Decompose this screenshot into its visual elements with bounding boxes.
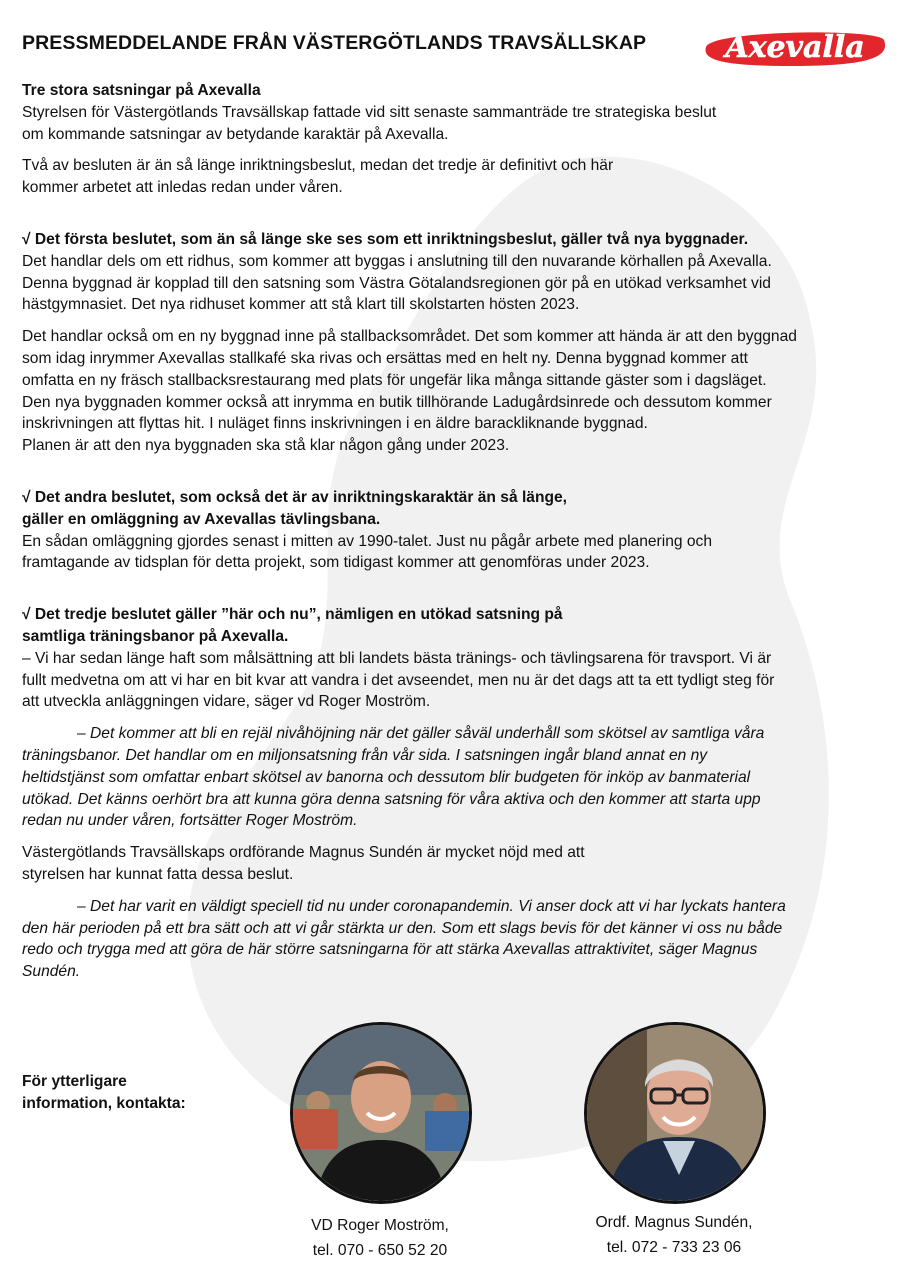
section1-paragraph-2: Det handlar också om en ny byggnad inne på stallbacksområdet. Det som kommer att hända är att den byggnad som idag inrymmer Axevallas stallkafé ska rivas och ersättas med en helt ny. Denna byggnad kommer att omfatta en ny fräsch stallbacksrestaurang med plats för ungefär lika många sittande gäster som i dagsläget. Den nya byggnaden kommer också att inrymma en butik tillhörande Ladugårdsinrede och dessutom kommer inskrivningen att flyttas hit. I nuläget finns inskrivningen i en äldre barackliknande byggnad. Planen är att den nya byggnaden ska stå klar någon gång under 2023.: [22, 328, 797, 455]
quote-roger: – Det kommer att bli en rejäl nivåhöjning när det gäller såväl underhåll som skötsel av samtliga våra träningsbanor. Det handlar om en miljonsatsning från vår sida. I satsningen ingår bland annat en ny heltidstjänst som omfattar enbart skötsel av banorna och dessutom blir budgeten för inköp av banmaterial utökad. Det känns oerhört bra att kunna göra denna satsning för våra aktiva och den kommer att starta upp redan nu under våren, fortsätter Roger Moström.: [22, 725, 765, 830]
logo-text: Axevalla: [725, 30, 865, 65]
contact-roger: VD Roger Moström, tel. 070 - 650 52 20: [311, 1217, 449, 1259]
page-title: PRESSMEDDELANDE FRÅN VÄSTERGÖTLANDS TRAVSÄLLSKAP: [22, 32, 647, 54]
section3-paragraph-1: – Vi har sedan länge haft som målsättning att bli landets bästa tränings- och tävlingsarena för travsport. Vi är fullt medvetna om att vi har en bit kvar att vandra i det avseendet, men nu är det dags att ta ett tydligt steg för att utveckla anläggningen vidare, säger vd Roger Moström.: [22, 649, 775, 711]
roger-mostrom-photo: [290, 1022, 472, 1204]
section1-heading: √ Det första beslutet, som än så länge ske ses som ett inriktningsbeslut, gäller två nya byggnader.: [22, 230, 749, 248]
quote-magnus: – Det har varit en väldigt speciell tid nu under coronapandemin. Vi anser dock att vi har lyckats hantera den här perioden på ett bra sätt och att vi går stärkta ur den. Som ett slags bevis för det känner vi oss nu både redo och trygga med att göra de här större satsningarna för att stärka Axevallas attraktivitet, säger Magnus Sundén.: [22, 897, 786, 981]
intro-paragraph-2: Två av besluten är än så länge inriktningsbeslut, medan det tredje är definitivt och här kommer arbetet att inledas redan under våren.: [22, 157, 614, 197]
section3-heading: √ Det tredje beslutet gäller ”här och nu”, nämligen en utökad satsning på samtliga träningsbanor på Axevalla.: [22, 606, 563, 645]
section2-heading: √ Det andra beslutet, som också det är av inriktningskaraktär än så länge, gäller en omläggning av Axevallas tävlingsbana.: [22, 488, 568, 528]
press-release-page: [22, 0, 892, 1287]
person-photo-icon: [587, 1025, 763, 1201]
article-body: [22, 80, 890, 993]
section2-paragraph-1: En sådan omläggning gjordes senast i mitten av 1990-talet. Just nu pågår arbete med planering och framtagande av tidsplan för detta projekt, som tidigast kommer att genomföras under 2023.: [22, 532, 713, 572]
magnus-sunden-photo: [584, 1022, 766, 1204]
intro-paragraph-1: Styrelsen för Västergötlands Travsällskap fattade vid sitt senaste sammanträde tre strategiska beslut om kommande satsningar av betydande karaktär på Axevalla.: [22, 103, 717, 143]
intro-subtitle: Tre stora satsningar på Axevalla: [22, 82, 261, 99]
person-photo-icon: [293, 1025, 469, 1201]
section3-paragraph-2: Västergötlands Travsällskaps ordförande Magnus Sundén är mycket nöjd med att styrelsen har kunnat fatta dessa beslut.: [22, 844, 585, 883]
header: [22, 26, 888, 70]
contact-magnus: Ordf. Magnus Sundén, tel. 072 - 733 23 06: [595, 1214, 753, 1256]
axevalla-logo: [702, 26, 888, 68]
contact-label: För ytterligare information, kontakta:: [22, 1073, 186, 1112]
section1-paragraph-1: Det handlar dels om ett ridhus, som kommer att byggas i anslutning till den nuvarande körhallen på Axevalla. Denna byggnad är kopplad till den satsning som Västra Götalandsregionen gör på en utökad verksamhet vid hästgymnasiet. Det nya ridhuset kommer att stå klart till skolstarten hösten 2023.: [22, 252, 772, 314]
